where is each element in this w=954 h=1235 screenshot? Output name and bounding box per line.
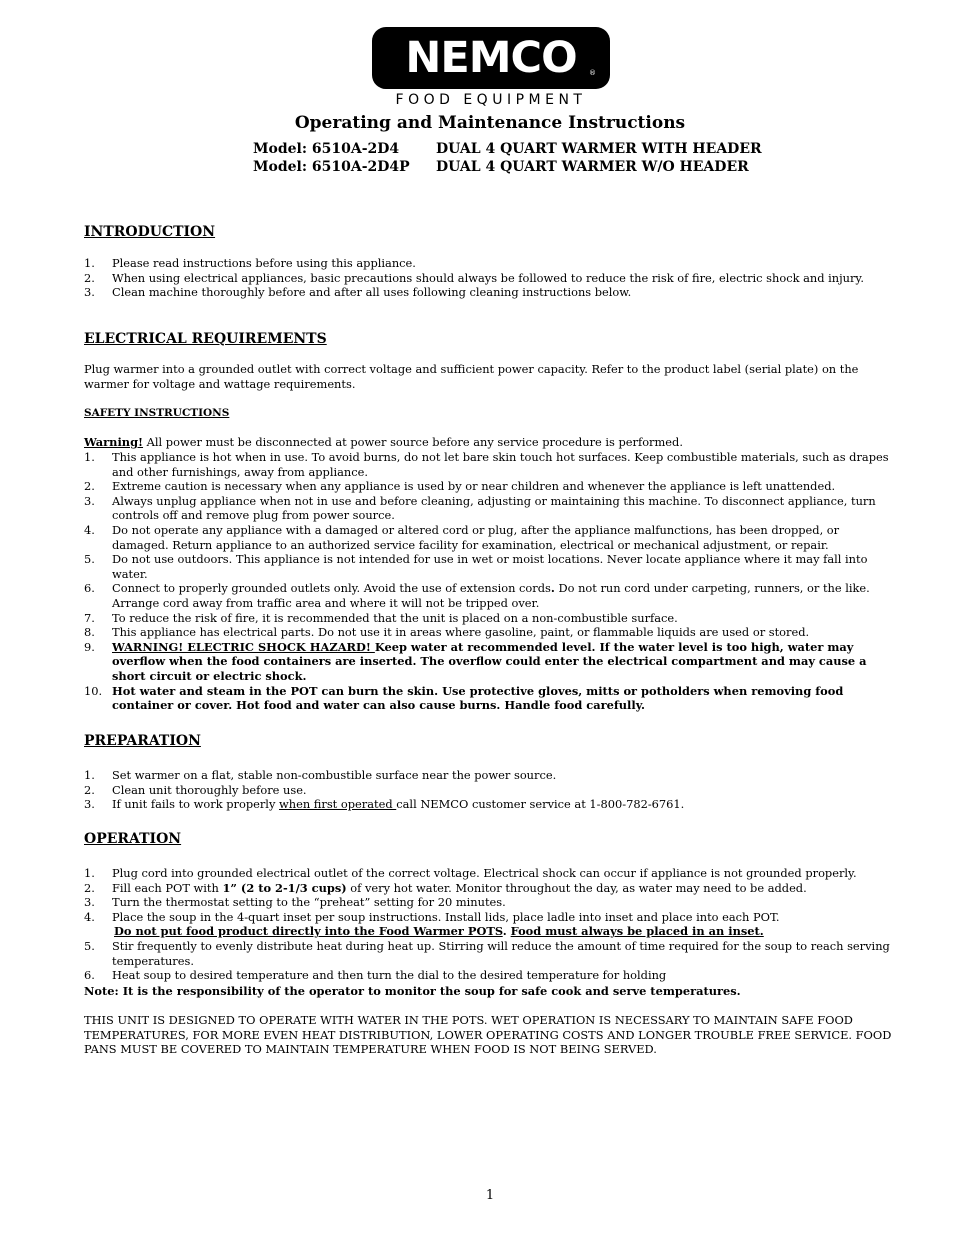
item-number: 3.: [84, 895, 95, 910]
item-text: Stir frequently to evenly distribute heat during heat up. Stirring will reduce the amount of time required for the soup to reach serving temperatures.: [112, 938, 890, 968]
item-number: 3.: [84, 797, 95, 812]
item-text: Fill each POT with: [112, 880, 223, 895]
item-number: 2.: [84, 880, 95, 895]
operation-list: [84, 866, 896, 983]
list-item: [84, 797, 896, 812]
electric-shock-warning: WARNING! ELECTRIC SHOCK HAZARD!: [112, 639, 375, 654]
warning-text: All power must be disconnected at power source before any service procedure is performed.: [143, 435, 683, 449]
model-line: [253, 140, 762, 158]
logo-tagline: FOOD EQUIPMENT: [395, 92, 587, 108]
water-amount: 1” (2 to 2-1/3 cups): [222, 880, 347, 895]
item-number: 3.: [84, 285, 95, 300]
preparation-list: [84, 768, 896, 812]
item-number: 1.: [84, 866, 95, 880]
warning-label: Warning!: [84, 435, 144, 449]
list-item: [84, 768, 896, 783]
nemco-logo: [372, 27, 610, 89]
item-text: Turn the thermostat setting to the “preheat” setting for 20 minutes.: [112, 895, 506, 910]
list-item: [84, 256, 896, 271]
item-text: This appliance is hot when in use. To avoid burns, do not let bare skin touch hot surfaces. Keep combustible materials, such as drapes and other furnishings, away from appliance.: [112, 450, 889, 479]
item-text: Do not run cord under carpeting, runners, or the like. Arrange cord away from traffic area and where it will not be tripped over.: [112, 581, 870, 610]
item-number: 6.: [84, 581, 95, 596]
safety-heading: SAFETY INSTRUCTIONS: [84, 407, 230, 419]
introduction-heading: INTRODUCTION: [84, 224, 216, 240]
inset-warning: Food must always be placed in an inset.: [510, 924, 764, 939]
list-item: [84, 968, 896, 983]
item-text: Heat soup to desired temperature and then turn the dial to the desired temperature for holding: [112, 968, 667, 983]
model-number: Model: 6510A-2D4P: [253, 159, 410, 175]
item-text: Extreme caution is necessary when any appliance is used by or near children and whenever the appliance is left unattended.: [112, 479, 836, 494]
list-item: [84, 625, 896, 640]
logo-wordmark: NEMCO: [405, 32, 577, 83]
operator-note: Note: It is the responsibility of the operator to monitor the soup for safe cook and serve temperatures.: [84, 984, 741, 998]
list-item: [84, 881, 896, 896]
item-number: 4.: [84, 909, 95, 924]
list-item: [84, 494, 896, 523]
item-text: Do not use outdoors. This appliance is not intended for use in wet or moist locations. Never locate appliance where it may fall into water.: [112, 552, 868, 581]
item-number: 10.: [84, 683, 103, 698]
item-number: 1.: [84, 768, 95, 782]
registered-mark: ®: [589, 69, 596, 77]
model-number: Model: 6510A-2D4: [253, 141, 400, 157]
closing-statement: THIS UNIT IS DESIGNED TO OPERATE WITH WATER IN THE POTS. WET OPERATION IS NECESSARY TO MAINTAIN SAFE FOOD TEMPERATURES, FOR MORE EVEN HEAT DISTRIBUTION, LOWER OPERATING COSTS AND LONGER TROUBLE FREE SERVICE. FOOD PANS MUST BE COVERED TO MAINTAIN TEMPERATURE WHEN FOOD IS NOT BEING SERVED.: [84, 1013, 892, 1057]
item-text: call NEMCO customer service at 1-800-782-6761.: [396, 797, 685, 812]
list-item: [84, 640, 896, 684]
item-text: Do not operate any appliance with a damaged or altered cord or plug, after the appliance malfunctions, has been dropped, or damaged. Return appliance to an authorized service facility for examination, electrical or mechanical adjustment, or repair.: [112, 522, 840, 552]
inset-warning-separator: .: [502, 924, 511, 939]
item-text: To reduce the risk of fire, it is recommended that the unit is placed on a non-combustible surface.: [112, 610, 678, 625]
list-item: [84, 523, 896, 552]
list-item: [84, 939, 896, 968]
item-number: 7.: [84, 610, 95, 625]
item-text-underlined: when first operated: [279, 797, 397, 812]
item-number: 2.: [84, 479, 95, 494]
operation-heading: OPERATION: [84, 831, 182, 847]
electrical-heading: ELECTRICAL REQUIREMENTS: [84, 331, 327, 347]
item-text: of very hot water. Monitor throughout the day, as water may need to be added.: [346, 880, 807, 895]
item-text: Hot water and steam in the POT can burn the skin. Use protective gloves, mitts or potholders when removing food container or cover. Hot food and water can also cause burns. Handle food carefully.: [112, 683, 844, 713]
item-text-period: .: [550, 581, 555, 596]
list-item: [84, 285, 896, 300]
page-number: 1: [485, 1188, 495, 1203]
item-number: 5.: [84, 938, 95, 953]
document-title: Operating and Maintenance Instructions: [294, 113, 686, 133]
item-text: When using electrical appliances, basic precautions should always be followed to reduce the risk of fire, electric shock and injury.: [112, 270, 864, 285]
preparation-heading: PREPARATION: [84, 733, 201, 749]
item-text: Connect to properly grounded outlets only. Avoid the use of extension cords: [112, 581, 551, 596]
item-number: 1.: [84, 256, 95, 270]
list-item: [84, 271, 896, 286]
item-text: Always unplug appliance when not in use and before cleaning, adjusting or maintaining this machine. To disconnect appliance, turn controls off and remove plug from power source.: [112, 493, 876, 523]
item-number: 4.: [84, 522, 95, 537]
item-text: Set warmer on a flat, stable non-combustible surface near the power source.: [112, 768, 557, 782]
model-line: [253, 158, 749, 176]
item-number: 2.: [84, 270, 95, 285]
item-number: 9.: [84, 639, 95, 654]
warning-line: [84, 435, 894, 450]
item-number: 8.: [84, 625, 95, 640]
item-text: Please read instructions before using this appliance.: [112, 256, 416, 270]
inset-warning: Do not put food product directly into the Food Warmer POTS: [114, 924, 503, 939]
list-item: [84, 783, 896, 798]
electrical-text: Plug warmer into a grounded outlet with correct voltage and sufficient power capacity. Refer to the product label (serial plate) on the warmer for voltage and wattage requirements.: [84, 362, 859, 391]
item-number: 2.: [84, 782, 95, 797]
item-text: If unit fails to work properly: [112, 797, 280, 812]
item-number: 1.: [84, 450, 95, 464]
list-item: [84, 910, 896, 939]
item-number: 5.: [84, 552, 95, 567]
list-item: [84, 581, 896, 610]
list-item: [84, 450, 896, 479]
item-number: 6.: [84, 968, 95, 983]
item-text: Plug cord into grounded electrical outlet of the correct voltage. Electrical shock can occur if appliance is not grounded properly.: [112, 866, 857, 880]
list-item: [84, 479, 896, 494]
safety-list: [84, 450, 896, 713]
list-item: [84, 611, 896, 626]
list-item: [84, 684, 896, 713]
model-description: DUAL 4 QUART WARMER WITH HEADER: [436, 141, 762, 157]
model-description: DUAL 4 QUART WARMER W/O HEADER: [436, 159, 749, 175]
list-item: [84, 552, 896, 581]
item-text: This appliance has electrical parts. Do not use it in areas where gasoline, paint, or flammable liquids are used or stored.: [112, 625, 810, 640]
item-text: Place the soup in the 4-quart inset per soup instructions. Install lids, place ladle into inset and place into each POT.: [112, 909, 780, 924]
item-text: Clean machine thoroughly before and after all uses following cleaning instructions below.: [112, 285, 632, 300]
item-text: Keep water at recommended level. If the water level is too high, water may overflow when the food containers are inserted. The overflow could enter the electrical compartment and may cause a short circuit or electric shock.: [112, 639, 867, 683]
item-text: Clean unit thoroughly before use.: [112, 782, 307, 797]
introduction-list: [84, 256, 896, 300]
list-item: [84, 866, 896, 881]
list-item: [84, 895, 896, 910]
item-number: 3.: [84, 493, 95, 508]
